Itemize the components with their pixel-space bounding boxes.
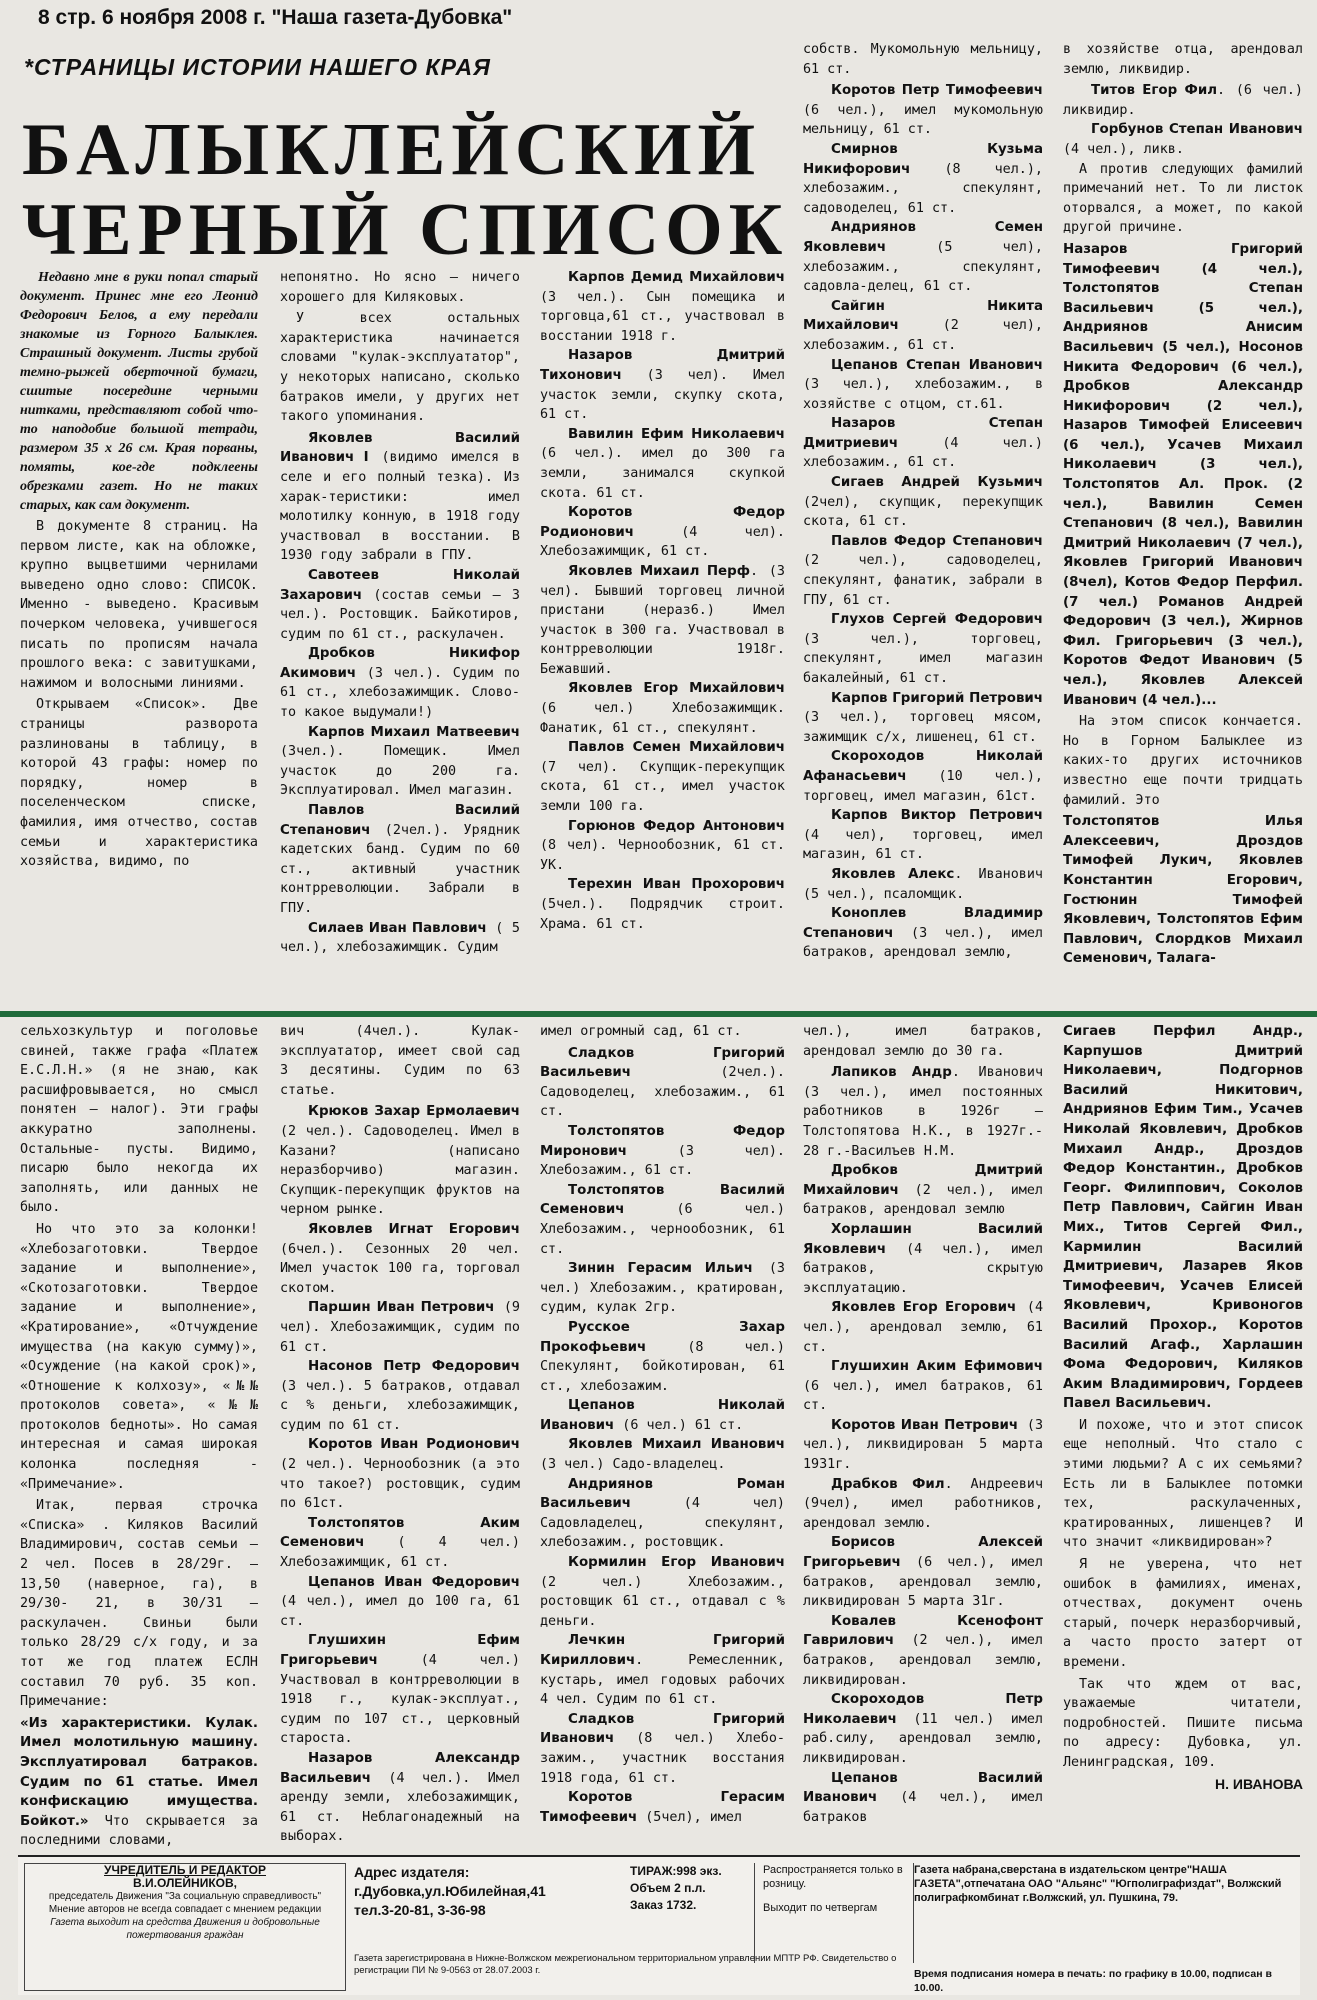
entry-name: Павлов Василий Степанович bbox=[280, 803, 520, 838]
registration-note: Газета зарегистрирована в Нижне-Волжском межрегиональном территориальном управлении МПТР РФ. Свидетельство о регистрации ПИ № 9-0563 от 28.07.2003 г. bbox=[354, 1953, 897, 1976]
entry-name: Толстопятов Василий Семенович bbox=[540, 1182, 785, 1218]
list-entry: Толстопятов Василий Семенович (6 чел.) Хлебозажим., чернообозник, 61 ст. bbox=[540, 1182, 785, 1257]
list-entry: Горюнов Федор Антонович (8 чел). Чернообозник, 61 ст. УК. bbox=[540, 818, 785, 873]
circulation-box bbox=[630, 1863, 748, 1914]
entry-name: Назаров Степан Дмитриевич bbox=[803, 416, 1043, 451]
entry-name: Коротов Петр Тимофеевич bbox=[831, 83, 1043, 99]
paragraph: И похоже, что и этот список еще неполный. Что стало с этими людьми? А с их семьями? Есть ли в Балыклее потомки тех, раскулаченных, кратированных, лишенцев? И что значит «ликвидирован»? bbox=[1063, 1417, 1303, 1551]
column-5-top bbox=[1063, 40, 1303, 1008]
entry-name: Савотеев Николай Захарович bbox=[280, 567, 520, 603]
names-list bbox=[1063, 240, 1303, 710]
distribution-box bbox=[754, 1863, 914, 1963]
list-entry: Павлов Федор Степанович (2 чел.), садоводелец, спекулянт, фанатик, забрали в ГПУ, 61 ст. bbox=[803, 533, 1043, 608]
names-list-bold: Толстопятов Илья Алексеевич, Дроздов Тимофей Лукич, Яковлев Константин Егорович, Гостюнин Тимофей Яковлевич, Толстопятов Ефим Павлович, Слордков Михаил Семенович, Талага- bbox=[1063, 814, 1303, 967]
entry-name: Сладков Григорий Иванович bbox=[540, 1711, 785, 1747]
names-list-bold: Назаров Григорий Тимофеевич (4 чел.), Толстопятов Степан Васильевич (5 чел.), Андриянов Анисим Васильевич (5 чел.), Носонов Никита Федорович (6 чел.), Дробков Александр Никифорович (2 чел.), Назаров Тимофей Елисеевич (6 чел.), Усачев Михаил Николаевич (3 чел.), Толстопятов Ал. Прок. (2 чел.), Вавилин Семен Степанович (8 чел.), Вавилин Дмитрий Николаевич (7 чел.), Яковлев Григорий Иванович (8чел), Котов Федор Перфил. (7 чел.) Романов Андрей Федорович (3 чел.), Жирнов Фил. Григорьевич (3 чел.), Коротов Федот Иванович (5 чел.), Яковлев Алексей Иванович (4 чел.)... bbox=[1063, 241, 1303, 708]
list-entry: Коноплев Владимир Степанович (3 чел.), имел батраков, арендовал землю, bbox=[803, 906, 1043, 961]
list-entry: Коротов Герасим Тимофеевич (5чел), имел bbox=[540, 1790, 785, 1825]
paragraph: чел.), имел батраков, арендовал землю до 30 га. bbox=[803, 1024, 1043, 1059]
list-entry: Паршин Иван Петрович (9 чел). Хлебозажимщик, судим по 61 ст. bbox=[280, 1300, 520, 1355]
entry-name: Глухов Сергей Федорович bbox=[831, 612, 1043, 628]
paragraph: Итак, первая строчка «Списка» . Киляков Василий Владимирович, состав семьи – 2 чел. Посев в 28/29г. – 13,50 (наверное, га), в 29/30- 21, в 30/31 – раскулачен. Свиньи были только 28/29 с/х году, и за тот же год платеж ЕСЛН составил 70 руб. 35 коп. Примечание: bbox=[20, 1498, 258, 1710]
column-5-bottom bbox=[1063, 1022, 1303, 1850]
entry-name: Цепанов Степан Иванович bbox=[831, 357, 1043, 373]
entry-name: Яковлев Егор Егорович bbox=[831, 1300, 1017, 1316]
list-entry: Глушихин Аким Ефимович (6 чел.), имел батраков, 61 ст. bbox=[803, 1359, 1043, 1414]
entry-name: Дробков Дмитрий Михайлович bbox=[803, 1163, 1043, 1198]
entry-name: Сайгин Никита Михайлович bbox=[803, 298, 1043, 334]
list-entry: Цепанов Василий Иванович (4 чел.), имел батраков bbox=[803, 1770, 1043, 1825]
column-1-top bbox=[20, 268, 258, 1008]
list-entry: Коротов Петр Тимофеевич (6 чел.), имел мукомольную мельницу, 61 ст. bbox=[803, 83, 1043, 138]
list-entry: Кормилин Егор Иванович (2 чел.) Хлебозажим., ростовщик 61 ст., отдавал с % деньги. bbox=[540, 1555, 785, 1629]
column-3-bottom bbox=[540, 1022, 785, 1850]
publisher-address bbox=[354, 1863, 624, 1920]
list-entry: Русское Захар Прокофьевич (8 чел.) Спекулянт, бойкотирован, 61 ст., хлебозажим. bbox=[540, 1319, 785, 1394]
title-line-1: БАЛЫКЛЕЙСКИЙ bbox=[22, 109, 762, 191]
entry-name: Коротов Иван Родионович bbox=[308, 1437, 520, 1453]
list-entry: Яковлев Михаил Перф. (3 чел). Бывший торговец личной пристани (нераз6.) Имел участок в 300 га. Участвовал в контрреволюции 1918г. Бежавший. bbox=[540, 563, 785, 677]
entry-name: Цепанов Иван Федорович bbox=[308, 1574, 520, 1590]
list-entry: Яковлев Игнат Егорович (6чел.). Сезонных 20 чел. Имел участок 100 га, торговал скотом. bbox=[280, 1221, 520, 1296]
list-entry: Сайгин Никита Михайлович (2 чел), хлебозажим., 61 ст. bbox=[803, 298, 1043, 353]
rubric: *СТРАНИЦЫ ИСТОРИИ НАШЕГО КРАЯ bbox=[24, 54, 491, 80]
entry-name: Русское Захар Прокофьевич bbox=[540, 1319, 785, 1355]
founder-title: УЧРЕДИТЕЛЬ И РЕДАКТОР bbox=[104, 1863, 266, 1877]
founder-name: В.И.ОЛЕЙНИКОВ, bbox=[133, 1876, 237, 1890]
entry-name: Титов Егор Фил bbox=[1091, 83, 1218, 99]
list-entry: Назаров Степан Дмитриевич (4 чел.) хлебозажим., 61 ст. bbox=[803, 416, 1043, 471]
founder-role: председатель Движения "За социальную справедливость" bbox=[48, 1891, 322, 1902]
entry-name: Насонов Петр Федорович bbox=[308, 1359, 520, 1375]
entry-name: Силаев Иван Павлович bbox=[308, 920, 487, 936]
list-entry: Яковлев Егор Михайлович (6 чел.) Хлебозажимщик. Фанатик, 61 ст., спекулянт. bbox=[540, 681, 785, 736]
paragraph: На этом список кончается. Но в Горном Балыклее из каких-то других источников известно еще почти тридцать фамилий. Это bbox=[1063, 714, 1303, 808]
entry-name: Коротов Герасим Тимофеевич bbox=[540, 1790, 785, 1825]
list-entry: Скороходов Петр Николаевич (11 чел.) имел раб.силу, арендовал землю, ликвидирован. bbox=[803, 1692, 1043, 1766]
entry-name: Кормилин Егор Иванович bbox=[568, 1555, 785, 1571]
entry-name: Карпов Григорий Петрович bbox=[831, 690, 1043, 706]
address-title: Адрес издателя: bbox=[354, 1864, 470, 1880]
paragraph: Открываем «Список». Две страницы разворота разлинованы в таблицу, в которой 43 графы: номер по порядку, номер в поселенческом списке, фамилия, имя отчество, состав семьи и характеристика хозяйства, видимо, по bbox=[20, 697, 258, 870]
entry-name: Яковлев Михаил Перф bbox=[568, 563, 750, 579]
column-2-top bbox=[280, 268, 520, 1008]
list-entry: Насонов Петр Федорович (3 чел.). 5 батраков, отдавал с % деньги, хлебозажимщик, судим по 61 ст. bbox=[280, 1359, 520, 1433]
list-entry: Савотеев Николай Захарович (состав семьи – 3 чел.). Ростовщик. Байкотиров, судим по 61 ст., раскулачен. bbox=[280, 567, 520, 642]
entry-name: Яковлев Василий Иванович I bbox=[280, 430, 520, 466]
entry-name: Лапиков Андр bbox=[831, 1065, 952, 1081]
list-entry: Глушихин Ефим Григорьевич (4 чел.) Участвовал в контрреволюции в 1918 г., кулак-эксплуат., судим по 107 ст., церковный староста. bbox=[280, 1633, 520, 1747]
list-entry: Толстопятов Федор Миронович (3 чел). Хлебозажим., 61 ст. bbox=[540, 1123, 785, 1179]
entry-name: Яковлев Алекс bbox=[831, 866, 955, 882]
entry-name: Горбунов Степан Иванович bbox=[1091, 122, 1303, 138]
list-entry: Крюков Захар Ермолаевич (2 чел.). Садоводелец. Имел в Казани? (написано неразборчиво) магазин. Скупщик-перекупщик фруктов на черном рынке. bbox=[280, 1104, 520, 1218]
entry-name: Смирнов Кузьма Никифорович bbox=[803, 141, 1043, 177]
paragraph: У всех остальных характеристика начинается словами "кулак-эксплуататор", у некоторых написано, сколько батраков имели, у других нет такого упоминания. bbox=[280, 311, 520, 425]
entry-name: Скороходов Петр Николаевич bbox=[803, 1692, 1043, 1727]
list-entry: Павлов Семен Михайлович (7 чел). Скупщик-перекупщик скота, 61 ст., имел участок земли 100 га. bbox=[540, 740, 785, 815]
quote bbox=[20, 1714, 258, 1850]
entry-name: Павлов Семен Михайлович bbox=[568, 740, 785, 756]
list-entry: Хорлашин Василий Яковлевич (4 чел.), имел батраков, скрытую эксплуатацию. bbox=[803, 1221, 1043, 1296]
entry-name: Толстопятов Аким Семенович bbox=[280, 1515, 520, 1551]
entry-name: Терехин Иван Прохорович bbox=[568, 877, 785, 893]
list-entry: Лечкин Григорий Кириллович. Ремесленник, кустарь, имел годовых рабочих 4 чел. Судим по 61 ст. bbox=[540, 1633, 785, 1708]
paragraph: Так что ждем от вас, уважаемые читатели, подробностей. Пишите письма по адресу: Дубовка, ул. Ленинградская, 109. bbox=[1063, 1676, 1303, 1770]
paragraph: непонятно. Но ясно – ничего хорошего для Киляковых. bbox=[280, 270, 520, 305]
list-entry: Дробков Дмитрий Михайлович (2 чел.), имел батраков, арендовал землю bbox=[803, 1163, 1043, 1218]
entry-name: Толстопятов Федор Миронович bbox=[540, 1123, 785, 1159]
page-header: 8 стр. 6 ноября 2008 г. "Наша газета-Дубовка" bbox=[38, 6, 513, 29]
entry-name: Андриянов Семен Яковлевич bbox=[803, 220, 1043, 255]
title-line-2: ЧЕРНЫЙ СПИСОК bbox=[22, 189, 789, 271]
list-entry: Сладков Григорий Васильевич (2чел.). Садоводелец, хлебозажим., 61 ст. bbox=[540, 1045, 785, 1120]
list-entry: Андриянов Семен Яковлевич (5 чел), хлебозажим., спекулянт, садовла-делец, 61 ст. bbox=[803, 220, 1043, 295]
list-entry: Сладков Григорий Иванович (8 чел.) Хлебо-зажим., участник восстания 1918 года, 61 ст. bbox=[540, 1711, 785, 1786]
list-entry: Скороходов Николай Афанасьевич (10 чел.), торговец, имел магазин, 61ст. bbox=[803, 749, 1043, 804]
list-entry: Карпов Михаил Матвеевич (3чел.). Помещик. Имел участок до 200 га. Эксплуатировал. Имел магазин. bbox=[280, 724, 520, 799]
column-4-bottom bbox=[803, 1022, 1043, 1850]
paragraph: собств. Мукомольную мельницу, 61 ст. bbox=[803, 42, 1043, 77]
entry-name: Назаров Дмитрий Тихонович bbox=[540, 348, 785, 383]
phones: тел.3-20-81, 3-36-98 bbox=[354, 1902, 486, 1918]
list-entry: Коротов Иван Петрович (3 чел.), ликвидирован 5 марта 1931г. bbox=[803, 1417, 1043, 1473]
list-entry: Яковлев Алекс. Иванович (5 чел.), псаломщик. bbox=[803, 866, 1043, 902]
paragraph: вич (4чел.). Кулак- эксплуататор, имеет свой сад 3 десятины. Судим по 63 статье. bbox=[280, 1024, 520, 1098]
list-entry: Яковлев Михаил Иванович (3 чел.) Садо-владелец. bbox=[540, 1437, 785, 1473]
entry-name: Яковлев Михаил Иванович bbox=[568, 1437, 785, 1453]
entry-name: Коротов Федор Родионович bbox=[540, 505, 785, 540]
entry-name: Сладков Григорий Васильевич bbox=[540, 1045, 785, 1081]
list-entry: Карпов Виктор Петрович (4 чел), торговец, имел магазин, 61 ст. bbox=[803, 808, 1043, 863]
circulation: ТИРАЖ:998 экз. bbox=[630, 1864, 722, 1878]
entry-name: Сигаев Андрей Кузьмич bbox=[831, 475, 1043, 491]
paragraph: имел огромный сад, 61 ст. bbox=[540, 1024, 742, 1039]
entry-name: Ковалев Ксенофонт Гаврилович bbox=[803, 1613, 1043, 1649]
printing-info: Газета набрана,сверстана в издательском центре"НАША ГАЗЕТА",отпечатана ОАО "Альянс" "Югполиграфиздат", Волжский полиграфкомбинат г.Волжский, ул. Пушкина, 79. bbox=[914, 1864, 1282, 1904]
quote-bold: «Из характеристики. Кулак. Имел молотильную машину. Эксплуатировал батраков. Судим по 61 статье. Имел конфискацию имущества. Бойкот.» bbox=[20, 1715, 258, 1829]
list-entry: Яковлев Егор Егорович (4 чел.), арендовал землю, 61 ст. bbox=[803, 1300, 1043, 1355]
scan-seam-divider bbox=[0, 1011, 1317, 1017]
entry-name: Лечкин Григорий Кириллович bbox=[540, 1633, 785, 1668]
entry-name: Карпов Михаил Матвеевич bbox=[308, 724, 520, 740]
column-3-top bbox=[540, 268, 785, 1008]
list-entry: Цепанов Иван Федорович (4 чел.), имел до 100 га, 61 ст. bbox=[280, 1574, 520, 1629]
entry-name: Карпов Виктор Петрович bbox=[831, 808, 1043, 824]
list-entry: Коротов Федор Родионович (4 чел). Хлебозажимщик, 61 ст. bbox=[540, 505, 785, 560]
list-entry: Смирнов Кузьма Никифорович (8 чел.), хлебозажим., спекулянт, садоводелец, 61 ст. bbox=[803, 141, 1043, 216]
entry-name: Глушихин Аким Ефимович bbox=[831, 1359, 1043, 1375]
list-entry: Павлов Василий Степанович (2чел.). Урядник кадетских банд. Судим по 60 ст., активный участник контрреволюции. Забрали в ГПУ. bbox=[280, 803, 520, 916]
imprint-footer bbox=[18, 1855, 1300, 1995]
list-entry: Зинин Герасим Ильич (3 чел.) Хлебозажим., кратирован, судим, кулак 2гр. bbox=[540, 1261, 785, 1316]
entry-name: Коноплев Владимир Степанович bbox=[803, 906, 1043, 941]
paragraph: Но что это за колонки! «Хлебозаготовки. Твердое задание и выполнение», «Скотозаготовки. Твердое задание и выполнение», «Кратирование», «Отчуждение имущества (на какую сумму)», «Осуждение (на какой срок)», «Отношение к колхозу», «№№ протоколов совета», «№№ протоколов бедноты». Но самая интересная и самая широкая колонка последняя - «Примечание». bbox=[20, 1221, 258, 1492]
column-1-bottom bbox=[20, 1022, 258, 1850]
list-entry: Назаров Александр Васильевич (4 чел.). Имел аренду земли, хлебозажимщик, 61 ст. Неблагонадежный на выборах. bbox=[280, 1750, 520, 1845]
schedule-note: Выходит по четвергам bbox=[763, 1902, 878, 1914]
paragraph: А против следующих фамилий примечаний нет. То ли листок оторвался, а может, по какой другой причине. bbox=[1063, 161, 1303, 236]
signing-time: Время подписания номера в печать: по графику в 10.00, подписан в 10.00. bbox=[914, 1968, 1272, 1994]
entry-name: Цепанов Василий Иванович bbox=[803, 1770, 1043, 1806]
paragraph: в хозяйстве отца, арендовал землю, ликвидир. bbox=[1063, 42, 1303, 77]
list-entry: Коротов Иван Родионович (2 чел.). Чернообозник (а это что такое?) ростовщик, судим по 61ст. bbox=[280, 1437, 520, 1512]
list-entry: Цепанов Николай Иванович (6 чел.) 61 ст. bbox=[540, 1398, 785, 1433]
column-2-bottom bbox=[280, 1022, 520, 1850]
entry-name: Паршин Иван Петрович bbox=[308, 1300, 495, 1316]
list-entry: Вавилин Ефим Николаевич (6 чел.). имел до 300 га земли, занимался скупкой скота. 61 ст. bbox=[540, 426, 785, 501]
order-number: Заказ 1732. bbox=[630, 1898, 697, 1912]
list-entry: Борисов Алексей Григорьевич (6 чел.), имел батраков, арендовал землю, ликвидирован 5 марта 31г. bbox=[803, 1535, 1043, 1610]
founder-box bbox=[24, 1863, 346, 1991]
list-entry: Сигаев Андрей Кузьмич (2чел), скупщик, перекупщик скота, 61 ст. bbox=[803, 475, 1043, 530]
entry-name: Крюков Захар Ермолаевич bbox=[308, 1104, 520, 1120]
entry-name: Андриянов Роман Васильевич bbox=[540, 1476, 785, 1512]
entry-name: Назаров Александр Васильевич bbox=[280, 1750, 520, 1786]
entry-name: Карпов Демид Михайлович bbox=[568, 270, 785, 285]
entry-name: Глушихин Ефим Григорьевич bbox=[280, 1633, 520, 1668]
author-signature: Н. ИВАНОВА bbox=[1215, 1775, 1303, 1792]
entry-name: Яковлев Егор Михайлович bbox=[568, 681, 785, 697]
column-4-top bbox=[803, 40, 1043, 1008]
funding-note: Газета выходит на средства Движения и добровольные пожертвования граждан bbox=[50, 1917, 320, 1941]
list-entry: Назаров Дмитрий Тихонович (3 чел). Имел участок земли, скупку скота, 61 ст. bbox=[540, 348, 785, 423]
list-entry: Толстопятов Аким Семенович ( 4 чел.) Хлебозажимщик, 61 ст. bbox=[280, 1515, 520, 1571]
lead-paragraph: Недавно мне в руки попал старый документ. Принес мне его Леонид Федорович Белов, а ему передали знакомые из Горного Балыклея. Страшный документ. Листы грубой темно-рыжей оберточной бумаги, сшитые посередине черными нитками, представляют собой что-то наподобие большой тетради, размером 35 х 26 см. Края порваны, помяты, кое-где подклеены обрезками газет. Но не таких старых, как сам документ. bbox=[20, 270, 258, 513]
list-entry: Андриянов Роман Васильевич (4 чел) Садовладелец, спекулянт, хлебозажим., ростовщик. bbox=[540, 1476, 785, 1551]
quote-tail: Что скрывается за последними словами, bbox=[20, 1813, 258, 1849]
list-entry: Ковалев Ксенофонт Гаврилович (2 чел.), имел батраков, арендовал землю, ликвидирован. bbox=[803, 1613, 1043, 1688]
list-entry: Глухов Сергей Федорович (3 чел.), торговец, спекулянт, имел магазин бакалейный, 61 ст. bbox=[803, 612, 1043, 686]
entry-name: Коротов Иван Петрович bbox=[831, 1417, 1019, 1433]
address: г.Дубовка,ул.Юбилейная,41 bbox=[354, 1883, 546, 1899]
list-entry: Цепанов Степан Иванович (3 чел.), хлебозажим., в хозяйстве с отцом, ст.61. bbox=[803, 357, 1043, 412]
entry-name: Драбков Фил bbox=[831, 1476, 945, 1492]
entry-name: Хорлашин Василий Яковлевич bbox=[803, 1221, 1043, 1257]
list-entry: Карпов Демид Михайлович (3 чел.). Сын помещика и торговца,61 ст., участвовал в восстании 1918 г. bbox=[540, 270, 785, 344]
list-entry: Яковлев Василий Иванович I (видимо имелся в селе и его полный тезка). Из харак-теристики: имел молотилку конную, в 1918 году участвовал в восстании. В 1930 году забрали в ГПУ. bbox=[280, 430, 520, 564]
paragraph: Я не уверена, что нет ошибок в фамилиях, именах, отчествах, документ очень старый, почерк неразборчивый, а часто просто затерт от времени. bbox=[1063, 1557, 1303, 1670]
names-list bbox=[1063, 812, 1303, 969]
list-entry: Дробков Никифор Акимович (3 чел.). Судим по 61 ст., хлебозажимщик. Слово-то какое выдумали!) bbox=[280, 646, 520, 721]
list-entry: Титов Егор Фил. (6 чел.) ликвидир. bbox=[1063, 83, 1303, 118]
article-title bbox=[22, 110, 788, 270]
entry-name: Дробков Никифор Акимович bbox=[280, 646, 520, 681]
entry-name: Борисов Алексей Григорьевич bbox=[803, 1535, 1043, 1571]
list-entry: Драбков Фил. Андреевич (9чел), имел работников, арендовал землю. bbox=[803, 1476, 1043, 1531]
volume: Объем 2 п.л. bbox=[630, 1881, 706, 1895]
paragraph: сельхозкультур и поголовье свиней, также графа «Платеж Е.С.Л.Н.» (я не знаю, как расшифровывается, но смысл понятен – налог). Эти графы аккуратно заполнены. Остальные- пусты. Видимо, писарю было некогда их заполнять, или данных не было. bbox=[20, 1024, 258, 1216]
paragraph: В документе 8 страниц. На первом листе, как на обложке, крупно выцветшими чернилами выведено одно слово: СПИСОК. Именно - выведено. Красивым почерком человека, учившегося писать по прописям начала прошлого века: с завитушками, нажимом и волосными линиями. bbox=[20, 519, 258, 691]
entry-name: Вавилин Ефим Николаевич bbox=[568, 426, 785, 442]
entry-name: Павлов Федор Степанович bbox=[831, 533, 1043, 549]
entry-name: Цепанов Николай Иванович bbox=[540, 1398, 785, 1433]
list-entry: Силаев Иван Павлович ( 5 чел.), хлебозажимщик. Судим bbox=[280, 920, 520, 956]
names-list bbox=[1063, 1022, 1303, 1414]
names-list-bold: Сигаев Перфил Андр., Карпушов Дмитрий Николаевич, Подгорнов Василий Никитович, Андриянов Ефим Тим., Усачев Николай Яковлевич, Дробков Михаил Андр., Дроздов Федор Константин., Дробков Георг. Филиппович, Соколов Петр Павлович, Сайгин Иван Мих., Титов Сергей Фил., Кармилин Василий Дмитриевич, Лазарев Яков Тимофеевич, Усачев Елисей Яковлевич, Кривоногов Василий Прохор., Коротов Василий Агаф., Харлашин Фома Федорович, Киляков Аким Владимирович, Гордеев Павел Васильевич. bbox=[1063, 1024, 1303, 1412]
entry-name: Скороходов Николай Афанасьевич bbox=[803, 749, 1043, 784]
list-entry: Терехин Иван Прохорович (5чел.). Подрядчик строит. Храма. 61 ст. bbox=[540, 877, 785, 932]
distribution-note: Распространяется только в розницу. bbox=[763, 1864, 903, 1890]
disclaimer: Мнение авторов не всегда совпадает с мнением редакции bbox=[48, 1904, 322, 1915]
entry-name: Горюнов Федор Антонович bbox=[568, 818, 785, 834]
entry-name: Зинин Герасим Ильич bbox=[568, 1261, 753, 1277]
list-entry: Горбунов Степан Иванович (4 чел.), ликв. bbox=[1063, 122, 1303, 157]
entry-name: Яковлев Игнат Егорович bbox=[308, 1221, 520, 1237]
list-entry: Лапиков Андр. Иванович (3 чел.), имел постоянных работников в 1926г – Толстопятова Н.К., в 1927г.- 28 г.-Василъев Н.М. bbox=[803, 1065, 1043, 1159]
list-entry: Карпов Григорий Петрович (3 чел.), торговец мясом, зажимщик с/х, лишенец, 61 ст. bbox=[803, 690, 1043, 745]
